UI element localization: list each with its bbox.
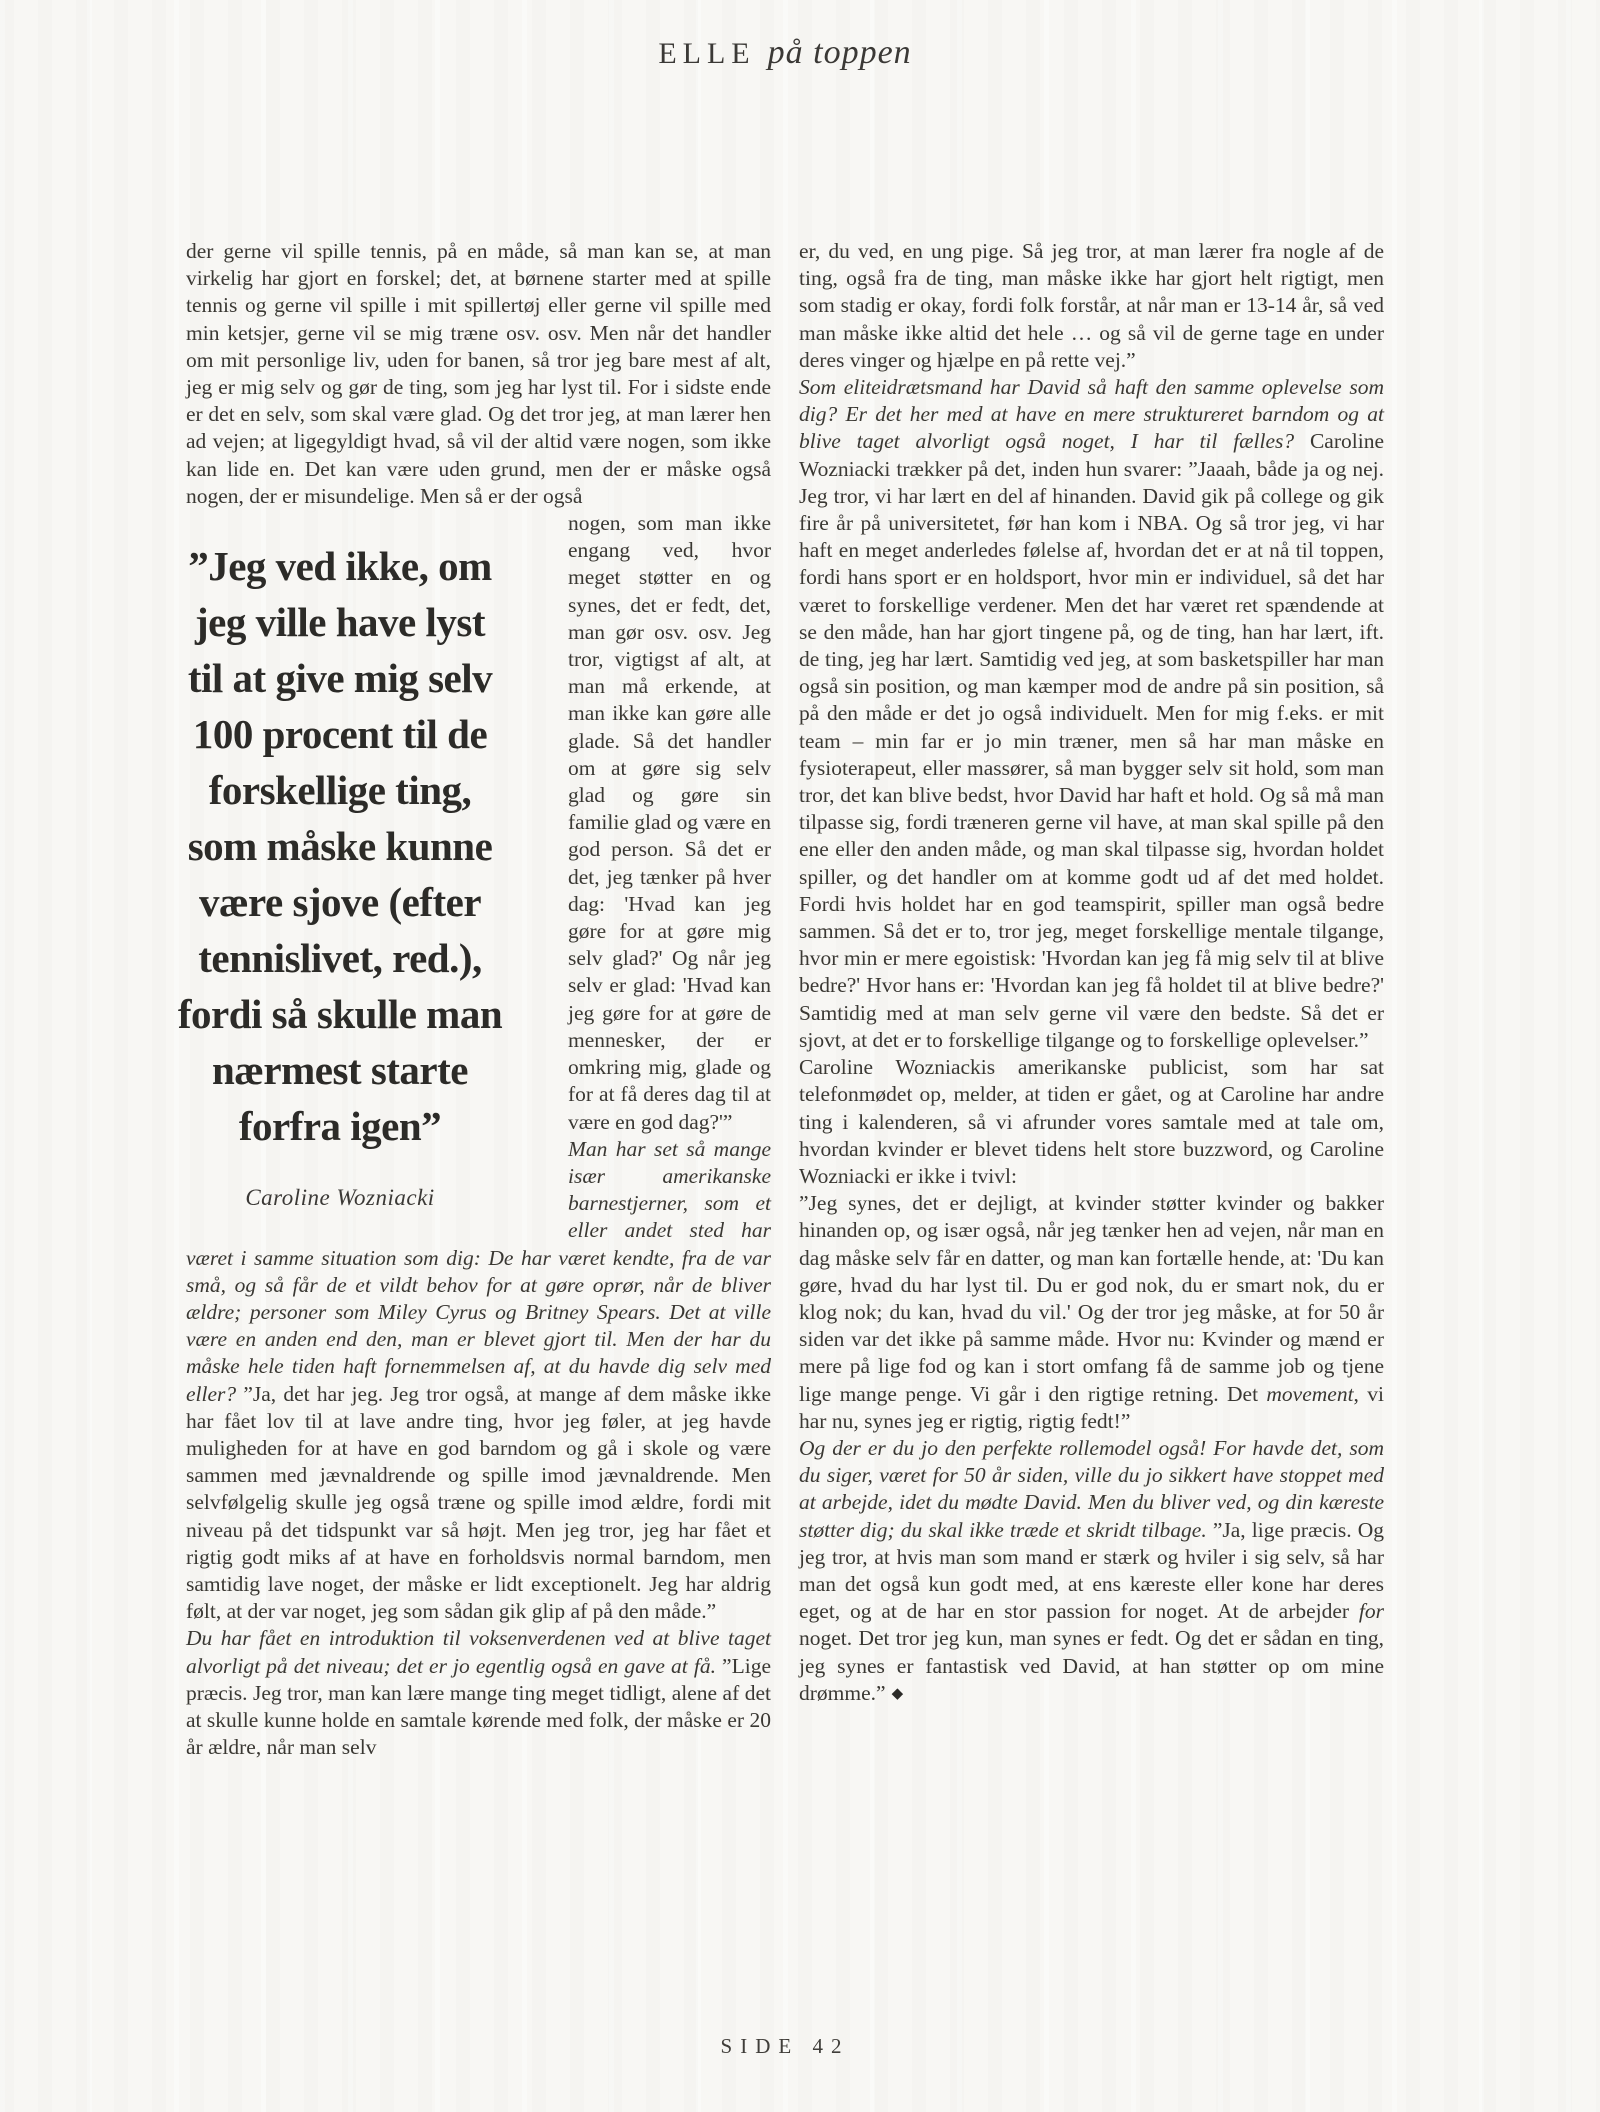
text-run: er, du ved, en ung pige. Så jeg tror, at man lærer fra nogle af de ting, også fra de ting, man måske ikke har gjort helt rigtigt, men som stadig er okay, fordi folk forstår, at når man er 13-14 år, så ved man måske ikke altid det hele … og så vil de gerne tage en under deres vinger og hjælpe en på rette vej.” xyxy=(799,239,1384,372)
article-body xyxy=(177,238,1384,1761)
interview-answer: noget. Det tror jeg kun, man synes er fedt. Og det er sådan en ting, jeg synes er fantastisk ved David, at han støtter op om mine drømme.” xyxy=(799,1626,1384,1705)
page-content xyxy=(177,0,1384,2112)
interview-question: Og der er du jo den perfekte rollemodel også! For havde det, som du siger, været for 50 år siden, ville du jo sikkert have stoppet med at arbejde, idet du mødte David. Men du bliver ved, og din kæreste støtter dig; du skal ikke træde et skridt tilbage. xyxy=(799,1435,1384,1542)
interview-answer: Caroline Wozniacki trækker på det, inden hun svarer: ”Jaaah, både ja og nej. Jeg tror, vi har lært en del af hinanden. David gik på college og gik fire år på universitetet, før han kom i NBA. Og så tror jeg, vi har haft en meget anderledes følelse af, hvordan det er at nå til toppen, fordi hans sport er en holdsport, hvor min er individuel, så det har været to forskellige verdener. Men det har været ret spændende at se den måde, han har gjort tingene på, og de ting, han har lært, ift. de ting, jeg har lært. Samtidig ved jeg, at som basketspiller har man også sin position, og man kæmper mod de andre på sin position, så på den måde er det jo også individuelt. Men for mig f.eks. er mit team – min far er jo min træner, men så har man måske en fysioterapeut, eller massører, så man bygger selv sit hold, som man tror, det kan blive bedst, hvor David har haft et hold. Og så må man tilpasse sig, fordi træneren gerne vil have, at man skal spille på den ene eller den anden måde, og man skal tilpasse sig, hvordan holdet spiller, og det handler om at komme godt ud af det med holdet. Fordi hvis holdet har en god teamspirit, spiller man også bedre sammen. Så det er to, tror jeg, meget forskellige mentale tilgange, hvor min er mere egoistisk: 'Hvordan kan jeg få mig selv til at blive bedre?' Hvor hans er: 'Hvordan kan jeg få holdet til at blive bedre?' Samtidig med at man selv gerne vil være den bedste. Så det er sjovt, at det er to forskellige tilgange og to forskellige oplevelser.” xyxy=(799,429,1384,1052)
paragraph-question-answer xyxy=(186,1625,771,1761)
paragraph xyxy=(799,238,1384,374)
interview-answer: ”Lige præcis. Jeg tror, man kan lære mange ting meget tidligt, alene af det at skulle kunne holde en samtale kørende med folk, der måske er 20 år ældre, når man selv xyxy=(186,1653,771,1760)
text-run: der gerne vil spille tennis, på en måde, så man kan se, at man virkelig har gjort en forskel; det, at børnene starter med at spille tennis og gerne vil spille i mit spillertøj eller gerne vil spille med min ketsjer, gerne vil se mig træne osv. osv. Men når det handler om mit personlige liv, uden for banen, så tror jeg bare mest af alt, jeg er mig selv og gør de ting, som jeg har lyst til. For i sidste ende er det en selv, som skal være glad. Og det tror jeg, at man lærer hen ad vejen; at ligegyldigt hvad, så vil der altid være nogen, som ikke kan lide en. Det kan være uden grund, men der er måske også nogen, der er misundelige. Men så er der også xyxy=(186,239,771,508)
emphasis-word: movement xyxy=(1266,1381,1354,1406)
paragraph-narration xyxy=(799,1054,1384,1190)
emphasis-word: for xyxy=(1358,1599,1384,1624)
paragraph-opening xyxy=(186,238,771,510)
pull-quote-line: ”Jeg ved ikke, om xyxy=(188,543,492,590)
right-column xyxy=(799,238,1384,1761)
page-footer xyxy=(186,2034,1384,2059)
pull-quote xyxy=(138,538,542,1211)
end-of-article-mark: ◆ xyxy=(891,1683,904,1702)
pull-quote-line: som måske kunne xyxy=(187,823,493,870)
paragraph-question-answer xyxy=(799,1435,1384,1707)
page-number: SIDE 42 xyxy=(720,2034,850,2058)
interview-question: Du har fået en introduktion til voksenverdenen ved at blive taget alvorligt på det niveau; det er jo egentlig også en gave at få. xyxy=(186,1626,771,1678)
pull-quote-line: tennislivet, red.), xyxy=(198,935,482,982)
magazine-brand: ELLE xyxy=(658,37,756,70)
pull-quote-attribution: Caroline Wozniacki xyxy=(245,1185,435,1211)
interview-answer: ”Ja, det har jeg. Jeg tror også, at mange af dem måske ikke har fået lov til at lave andre ting, hvor jeg føler, at jeg havde muligheden for at have en god barndom og gå i skole og være sammen med jævnaldrende og spille imod jævnaldrende. Men selvfølgelig skulle jeg også træne og spille imod ældre, fordi mit niveau på det tidspunkt var så højt. Men jeg tror, jeg har fået et rigtig godt miks af at have en forholdsvis normal barndom, men samtidig lave noget, der måske er lidt exceptionelt. Jeg har aldrig følt, at der var noget, jeg som sådan gik glip af på den måde.” xyxy=(186,1381,771,1624)
pull-quote-line: til at give mig selv xyxy=(187,655,493,702)
text-run: , vi har nu, synes jeg er rigtig, rigtig fedt!” xyxy=(799,1381,1384,1433)
section-title: på toppen xyxy=(767,34,912,71)
paragraph-question-answer xyxy=(799,374,1384,1054)
text-run: nogen, som man ikke engang ved, hvor meget støtter en og synes, det er fedt, det, man gør osv. osv. Jeg tror, vigtigst af alt, at man må erkende, at man ikke kan gøre alle glade. Så det handler om at gøre sig selv glad og gøre sin familie glad og være en god person. Så det er det, jeg tænker på hver dag: 'Hvad kan jeg gøre for at gøre mig selv glad?' Og når jeg selv er glad: 'Hvad kan jeg gøre for at gøre de mennesker, der er omkring mig, glade og for at få deres dag til at være en god dag?'” xyxy=(568,511,771,1134)
interview-answer: ”Ja, lige præcis. Og jeg tror, at hvis man som mand er stærk og hviler i sig selv, så har man det også kun godt med, at ens kæreste eller kone har deres eget, og at de har en stor passion for noget. At de arbejder xyxy=(799,1517,1384,1624)
pull-quote-line: fordi så skulle man xyxy=(177,991,503,1038)
page-header xyxy=(186,34,1384,72)
pull-quote-line: 100 procent til de xyxy=(192,711,488,758)
pull-quote-lines xyxy=(138,538,542,1154)
pull-quote-line: være sjove (efter xyxy=(198,879,482,926)
interview-question: Som eliteidrætsmand har David så haft den samme oplevelse som dig? Er det her med at have en mere struktureret barndom og at blive taget alvorligt også noget, I har til fælles? xyxy=(799,375,1384,454)
pull-quote-line: forfra igen” xyxy=(238,1103,442,1150)
interview-question: Man har set så mange især amerikanske barnestjerner, som et eller andet sted har været i samme situation som dig: De har været kendte, fra de var små, og så får de et vildt behov for at gøre oprør, når de bliver ældre; personer som Miley Cyrus og Britney Spears. Det at ville være en anden end den, man er blevet gjort til. Men der har du måske hele tiden haft fornemmelsen af, at du havde dig selv med eller? xyxy=(186,1136,771,1406)
pull-quote-line: jeg ville have lyst xyxy=(195,599,485,646)
paragraph-quote xyxy=(799,1190,1384,1435)
pull-quote-line: forskellige ting, xyxy=(208,767,472,814)
text-run: Caroline Wozniackis amerikanske publicist, som har sat telefonmødet op, melder, at tiden er gået, og at Caroline har andre ting i kalenderen, så vi afrunder vores samtale med at tale om, hvordan kvinder er blevet tidens helt store buzzword, og Caroline Wozniacki er ikke i tvivl: xyxy=(799,1055,1384,1188)
left-column xyxy=(177,238,771,1761)
pull-quote-line: nærmest starte xyxy=(212,1047,468,1094)
text-run: ”Jeg synes, det er dejligt, at kvinder støtter kvinder og bakker hinanden op, og især også, når jeg tænker hen ad vejen, når man en dag måske selv får en datter, og man kan fortælle hende, at: 'Du kan gøre, hvad du har lyst til. Du er god nok, du er smart nok, du er klog nok; du kan, hvad du vil.' Og der tror jeg måske, at for 50 år siden var det ikke på samme måde. Hvor nu: Kvinder og mænd er mere på lige fod og kan i stort omfang få de samme job og tjene lige mange penge. Vi går i den rigtige retning. Det xyxy=(799,1191,1384,1406)
